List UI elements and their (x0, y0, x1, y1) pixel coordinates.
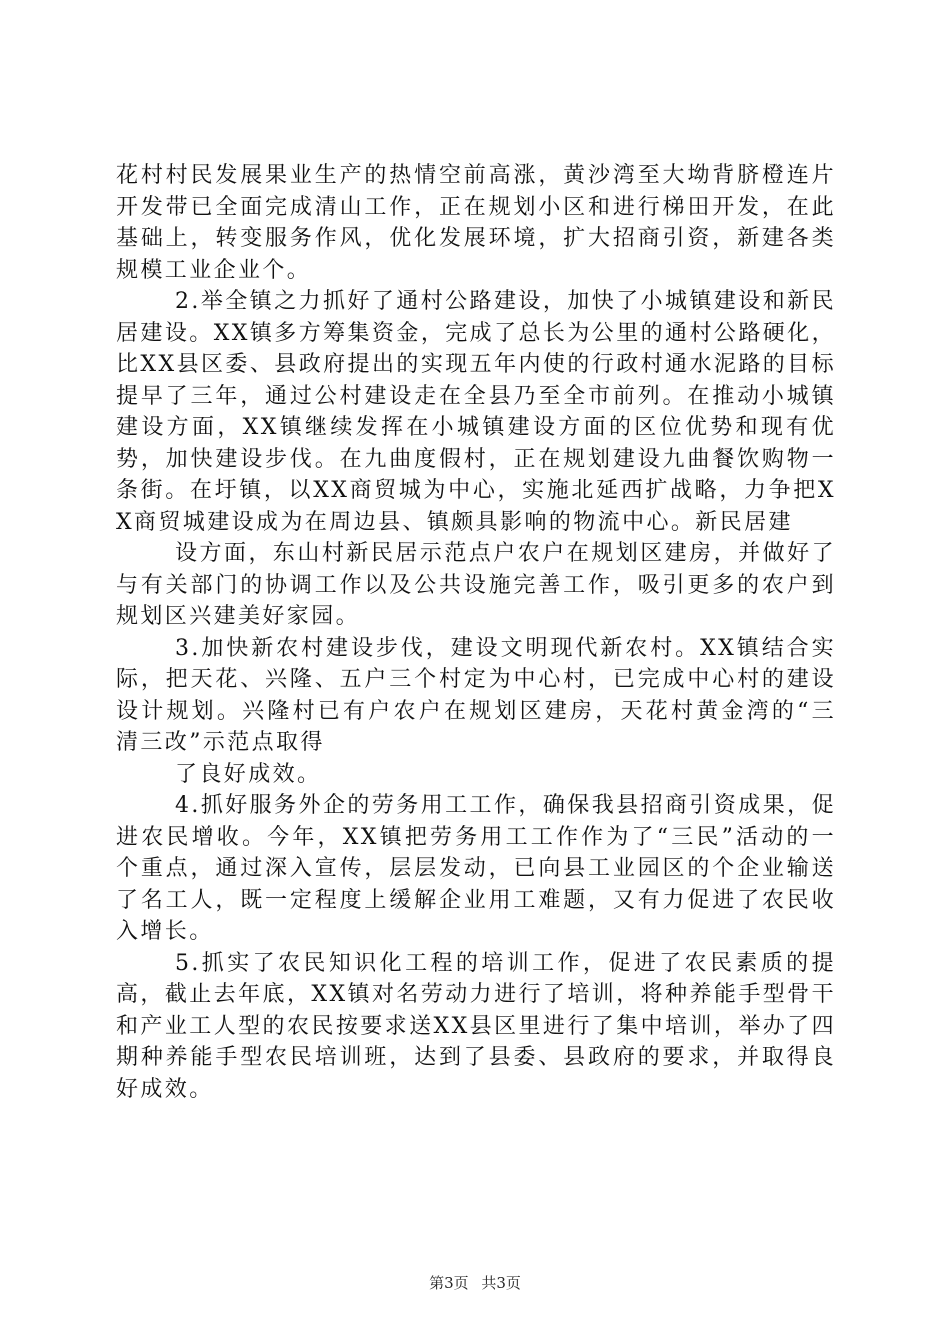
paragraph-4: 3.加快新农村建设步伐，建设文明现代新农村。XX镇结合实际，把天花、兴隆、五户三个村定为中心村，已完成中心村的建设设计规划。兴隆村已有户农户在规划区建房，天花村黄金湾的“三清三改”示范点取得 (116, 635, 836, 755)
paragraph-6: 4.抓好服务外企的劳务用工工作，确保我县招商引资成果，促进农民增收。今年，XX镇把劳务用工工作作为了“三民”活动的一个重点，通过深入宣传，层层发动，已向县工业园区的个企业输送了名工人，既一定程度上缓解企业用工难题，又有力促进了农民收入增长。 (116, 793, 836, 944)
paragraph-5: 了良好成效。 (175, 761, 322, 787)
paragraph-2: 2.举全镇之力抓好了通村公路建设，加快了小城镇建设和新民居建设。XX镇多方筹集资金，完成了总长为公里的通村公路硬化，比XX县区委、县政府提出的实现五年内使的行政村通水泥路的目标提早了三年，通过公村建设走在全县乃至全市前列。在推动小城镇建设方面，XX镇继续发挥在小城镇建设方面的区位优势和现有优势，加快建设步伐。在九曲度假村，正在规划建设九曲餐饮购物一条街。在圩镇，以XX商贸城为中心，实施北延西扩战略，力争把XX商贸城建设成为在周边县、镇颇具影响的物流中心。新民居建 (116, 289, 836, 535)
paragraph-3: 设方面，东山村新民居示范点户农户在规划区建房，并做好了与有关部门的协调工作以及公共设施完善工作，吸引更多的农户到规划区兴建美好家园。 (116, 541, 836, 629)
page-total: 共3页 (481, 1274, 521, 1292)
paragraph-7: 5.抓实了农民知识化工程的培训工作，促进了农民素质的提高，截止去年底，XX镇对名劳动力进行了培训，将种养能手型骨干和产业工人型的农民按要求送XX县区里进行了集中培训，举办了四期种养能手型农民培训班，达到了县委、县政府的要求，并取得良好成效。 (116, 950, 836, 1102)
page-footer (0, 1272, 950, 1293)
paragraph-1: 花村村民发展果业生产的热情空前高涨，黄沙湾至大坳背脐橙连片开发带已全面完成清山工作，正在规划小区和进行梯田开发，在此基础上，转变服务作风，优化发展环境，扩大招商引资，新建各类规模工业企业个。 (116, 163, 836, 283)
page-number: 第3页 (429, 1274, 469, 1292)
document-body (116, 160, 836, 1105)
